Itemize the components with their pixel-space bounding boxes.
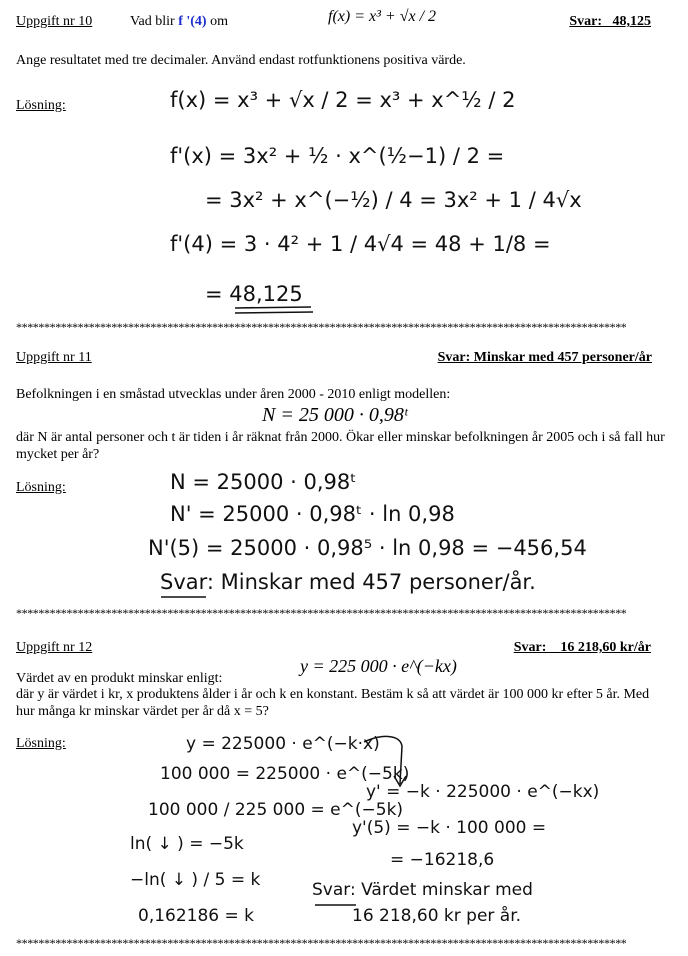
task10-question-highlight: f '(4) bbox=[178, 14, 207, 29]
divider-1: ************************************************************************************************************* bbox=[16, 320, 627, 334]
task12-hand-left-3: 100 000 / 225 000 = e^(−5k) bbox=[148, 800, 404, 820]
task12-hand-right-3: = −16218,6 bbox=[390, 850, 495, 870]
task12-hand-left-4: ln( ↓ ) = −5k bbox=[130, 834, 244, 854]
task11-hand-line-1: N = 25000 · 0,98ᵗ bbox=[170, 470, 357, 494]
task10-hand-line-5: = 48,125 bbox=[205, 282, 303, 306]
task11-hand-line-3: N'(5) = 25000 · 0,98⁵ · ln 0,98 = −456,54 bbox=[148, 536, 587, 560]
task10-hand-line-4: f'(4) = 3 · 4² + 1 / 4√4 = 48 + 1/8 = bbox=[170, 232, 551, 256]
task10-label: Uppgift nr 10 bbox=[16, 14, 93, 29]
task10-solution-label: Lösning: bbox=[16, 98, 66, 113]
divider-2: ************************************************************************************************************* bbox=[16, 606, 627, 620]
task11-question: där N är antal personer och t är tiden i år räknat från 2000. Ökar eller minskar befolkningen år 2005 och i så fall hur mycket per år? bbox=[16, 430, 665, 462]
task10-question-prefix: Vad blir bbox=[130, 14, 179, 29]
task12-intro: Värdet av en produkt minskar enligt: bbox=[16, 671, 223, 686]
task10-hand-line-2: f'(x) = 3x² + ½ · x^(½−1) / 2 = bbox=[170, 144, 505, 168]
task12-hand-left-1: y = 225000 · e^(−k·x) bbox=[186, 734, 380, 754]
task10-instruction: Ange resultatet med tre decimaler. Använd endast rotfunktionens positiva värde. bbox=[16, 53, 466, 68]
task11-hand-answer: Svar: Minskar med 457 personer/år. bbox=[160, 570, 536, 594]
task10-question-suffix: om bbox=[206, 14, 228, 29]
task12-hand-right-5: 16 218,60 kr per år. bbox=[352, 906, 522, 926]
task12-hand-left-2: 100 000 = 225000 · e^(−5k) bbox=[160, 764, 410, 784]
task12-hand-right-1: y' = −k · 225000 · e^(−kx) bbox=[366, 782, 600, 802]
task11-svar-underline bbox=[160, 594, 208, 600]
task12-hand-right-4: Svar: Värdet minskar med bbox=[312, 880, 533, 900]
task11-label: Uppgift nr 11 bbox=[16, 350, 92, 365]
task11-formula: N = 25 000 · 0,98ᵗ bbox=[262, 404, 408, 426]
task12-solution-label: Lösning: bbox=[16, 736, 66, 751]
task12-curved-arrow-icon bbox=[360, 732, 410, 792]
task12-label: Uppgift nr 12 bbox=[16, 640, 93, 655]
task10-answer: Svar: 48,125 bbox=[569, 14, 651, 29]
task11-hand-line-4 bbox=[160, 570, 536, 594]
task12-question: där y är värdet i kr, x produktens ålder i år och k en konstant. Bestäm k så att värdet är 100 000 kr efter 5 år. Med hur många kr minskar värdet per år då x = 5? bbox=[16, 687, 650, 719]
task12-hand-left-6: 0,162186 = k bbox=[138, 906, 255, 926]
task12-hand-left-5: −ln( ↓ ) / 5 = k bbox=[130, 870, 261, 890]
task12-answer: Svar: 16 218,60 kr/år bbox=[513, 640, 651, 655]
task11-solution-label: Lösning: bbox=[16, 480, 66, 495]
task10-formula-text: f(x) = x³ + √x / 2 bbox=[328, 8, 437, 25]
task11-hand-line-2: N' = 25000 · 0,98ᵗ · ln 0,98 bbox=[170, 502, 455, 526]
task11-answer: Svar: Minskar med 457 personer/år bbox=[437, 350, 652, 365]
divider-3: ************************************************************************************************************* bbox=[16, 936, 627, 950]
task10-hand-line-1: f(x) = x³ + √x / 2 = x³ + x^½ / 2 bbox=[170, 88, 516, 112]
task12-svar-underline bbox=[314, 902, 358, 908]
task12-formula: y = 225 000 · e^(−kx) bbox=[300, 656, 457, 676]
task10-hand-line-3: = 3x² + x^(−½) / 4 = 3x² + 1 / 4√x bbox=[205, 188, 582, 212]
task10-question bbox=[130, 14, 228, 30]
task11-intro: Befolkningen i en småstad utvecklas under åren 2000 - 2010 enligt modellen: bbox=[16, 387, 451, 402]
task12-hand-right-2: y'(5) = −k · 100 000 = bbox=[352, 818, 547, 838]
task10-double-underline bbox=[233, 305, 315, 315]
task10-formula bbox=[328, 4, 436, 27]
